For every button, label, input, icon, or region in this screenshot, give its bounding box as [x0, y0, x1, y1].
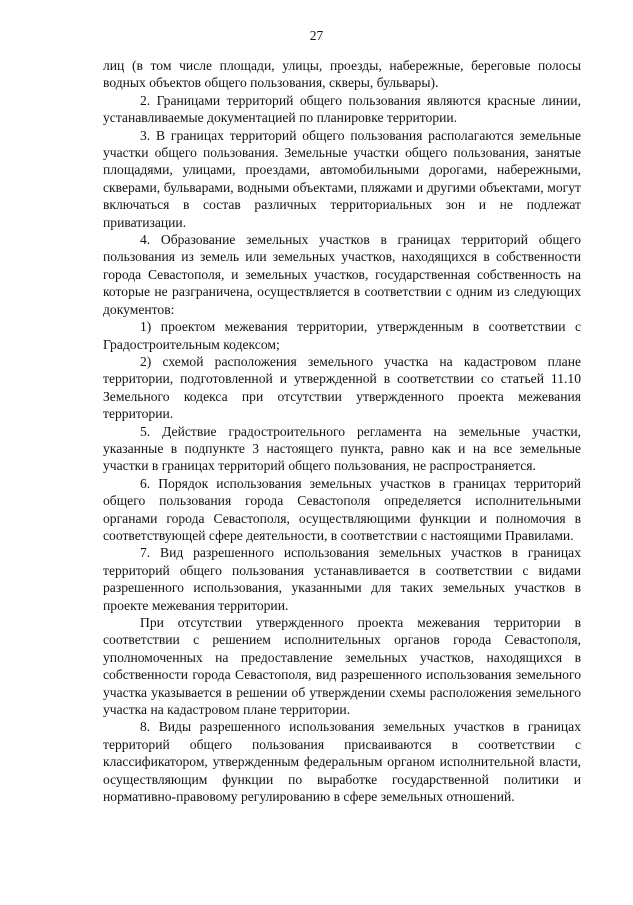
paragraph-item-8: 8. Виды разрешенного использования земельных участков в границах территорий общего пользования присваиваются в соответствии с классификатором, утвержденным федеральным органом исполнительной власти, осуществляющим функции по выработке государственной политики и нормативно-правовому регулированию в сфере земельных отношений.	[103, 719, 581, 805]
paragraph-item-3: 3. В границах территорий общего пользования располагаются земельные участки общего пользования. Земельные участки общего пользования, занятые площадями, улицами, проездами, автомобильными дорогами, набережными, скверами, бульварами, водными объектами, пляжами и другими объектами, могут включаться в состав различных территориальных зон и не подлежат приватизации.	[103, 127, 581, 230]
paragraph-item-2: 2. Границами территорий общего пользования являются красные линии, устанавливаемые документацией по планировке территории.	[103, 92, 581, 126]
paragraph-continuation: лиц (в том числе площади, улицы, проезды, набережные, береговые полосы водных объектов общего пользования, скверы, бульвары).	[103, 58, 581, 91]
paragraph-item-4: 4. Образование земельных участков в границах территорий общего пользования из земель или земельных участков, находящихся в собственности города Севастополя, и земельных участков, государственная собственность на которые не разграничена, осуществляется в соответствии с одним из следующих документов:	[103, 232, 581, 317]
paragraph-item-6: 6. Порядок использования земельных участков в границах территорий общего пользования города Севастополя определяется исполнительными органами города Севастополя, осуществляющими функции и полномочия в соответствующей сфере деятельности, в соответствии с настоящими Правилами.	[103, 475, 581, 543]
document-body	[103, 57, 581, 805]
page-number: 27	[309, 28, 324, 43]
paragraph-item-7: 7. Вид разрешенного использования земельных участков в границах территорий общего пользования устанавливается в соответствии с видами разрешенного использования, указанными для таких земельных участков в проекте межевания территории.	[103, 545, 581, 613]
paragraph-item-5: 5. Действие градостроительного регламента на земельные участки, указанные в подпункте 3 настоящего пункта, равно как и на все земельные участки в границах территорий общего пользования, не распространяется.	[103, 423, 581, 474]
paragraph-subitem-1: 1) проектом межевания территории, утвержденным в соответствии с Градостроительным кодексом;	[103, 319, 581, 352]
paragraph-item-7-note: При отсутствии утвержденного проекта межевания территории в соответствии с решением исполнительных органов города Севастополя, уполномоченных на предоставление земельных участков, находящихся в собственности города Севастополя, вид разрешенного использования земельного участка указывается в решении об утверждении схемы расположения земельного участка на кадастровом плане территории.	[103, 615, 581, 718]
paragraph-subitem-2: 2) схемой расположения земельного участка на кадастровом плане территории, подготовленной и утвержденной в соответствии со статьей 11.10 Земельного кодекса при отсутствии утвержденного проекта межевания территории.	[103, 353, 581, 422]
